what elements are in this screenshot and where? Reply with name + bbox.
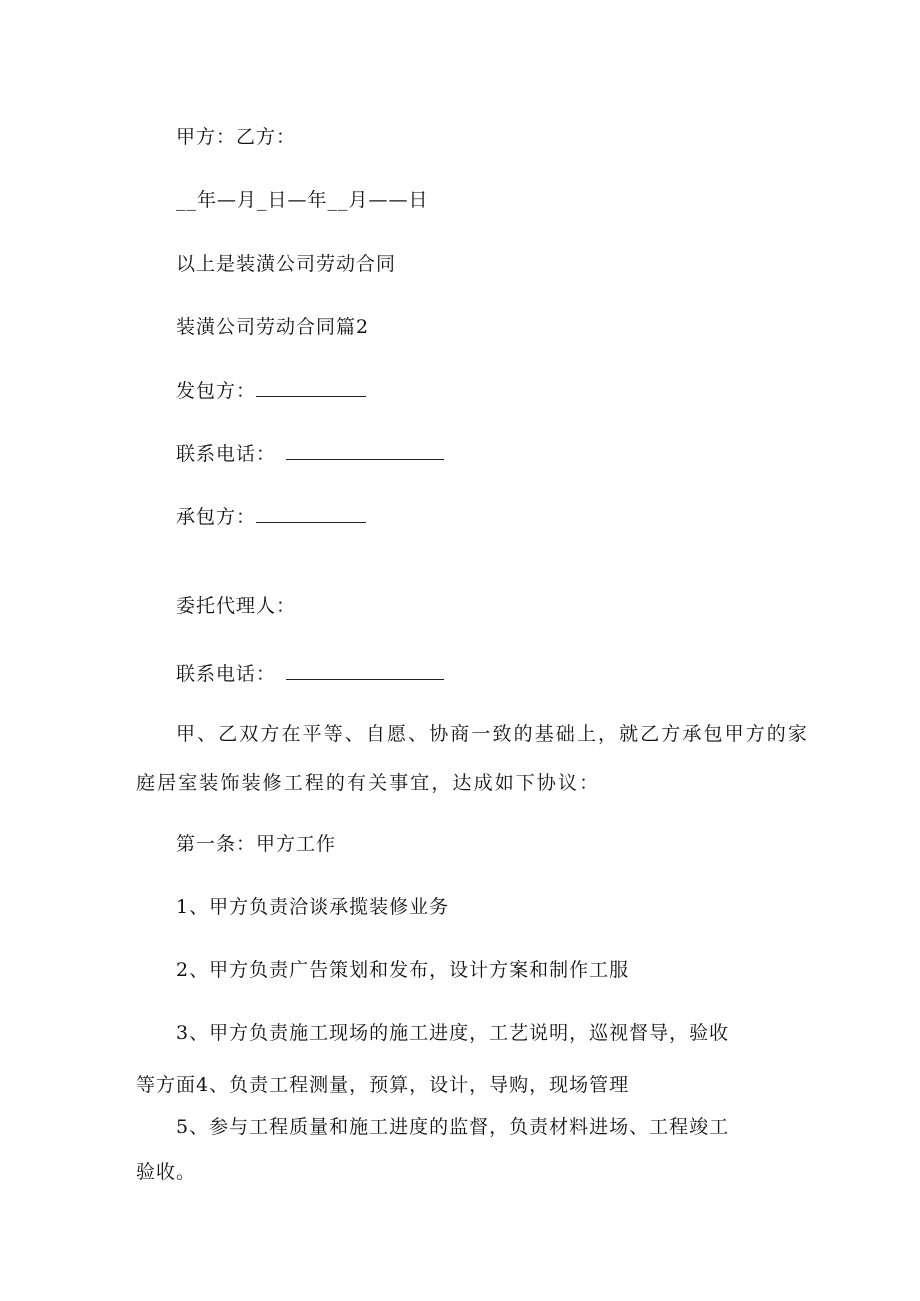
phone-blank-1 [286,441,444,460]
intro-line-1: 甲、乙双方在平等、自愿、协商一致的基础上，就乙方承包甲方的家 [176,723,810,745]
issuer-label: 发包方： [176,380,257,402]
phone-row-1 [176,441,444,466]
intro-line-2: 庭居室装饰装修工程的有关事宜，达成如下协议： [136,772,601,794]
item-1: 1、甲方负责洽谈承揽装修业务 [176,896,450,918]
phone-label-2: 联系电话： [176,663,277,685]
issuer-blank [256,378,366,397]
article-1-title: 第一条：甲方工作 [176,833,337,855]
item-2: 2、甲方负责广告策划和发布，设计方案和制作工服 [176,959,630,981]
summary-line: 以上是装潢公司劳动合同 [176,253,397,275]
item-3-line-2: 等方面4、负责工程测量，预算，设计，导购，现场管理 [136,1074,630,1096]
issuer-row [176,378,366,403]
agent-line: 委托代理人： [176,595,297,617]
party-line: 甲方：乙方： [176,126,297,148]
phone-row-2 [176,661,444,686]
phone-label-1: 联系电话： [176,443,277,465]
contractor-blank [256,504,366,523]
item-3-line-1: 3、甲方负责施工现场的施工进度，工艺说明，巡视督导，验收 [176,1022,730,1044]
date-line: __年—月_日—年__月——日 [176,189,429,211]
phone-blank-2 [286,661,444,680]
item-5-line-1: 5、参与工程质量和施工进度的监督，负责材料进场、工程竣工 [176,1116,730,1138]
item-5-line-2: 验收。 [136,1161,197,1183]
contractor-row [176,504,366,529]
contractor-label: 承包方： [176,506,257,528]
section-title: 装潢公司劳动合同篇2 [176,316,370,338]
